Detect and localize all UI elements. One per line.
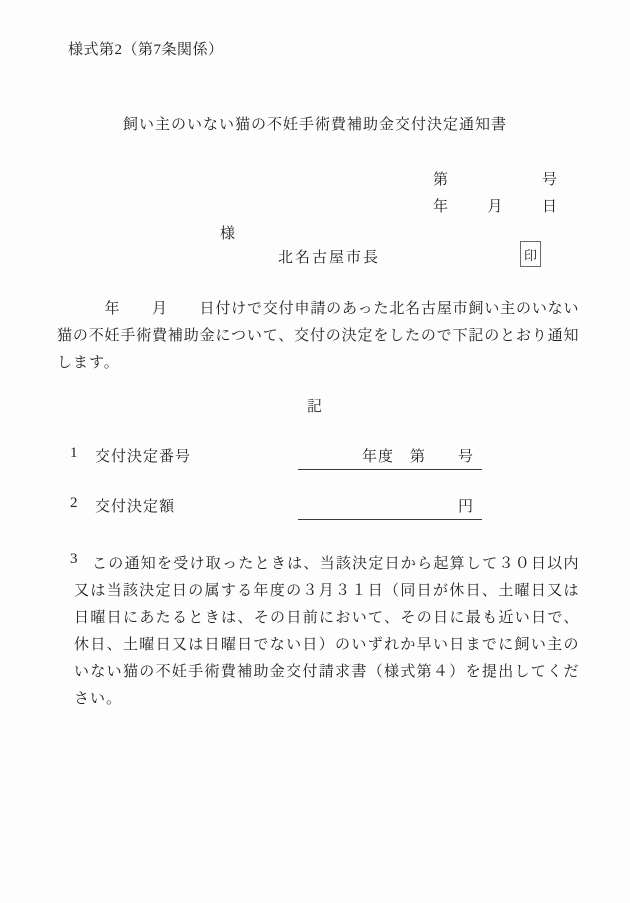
sender-name: 北名古屋市長 (278, 250, 381, 266)
number-suffix-label: 号 (541, 172, 557, 188)
body-line: 猫の不妊手術費補助金について、交付の決定をしたので下記のとおり通知 (57, 328, 579, 344)
item-number: 2 (70, 495, 78, 511)
item-text-line: 日曜日にあたるときは、その日前において、その日に最も近い日で、 (74, 610, 579, 626)
body-paragraph (57, 296, 579, 377)
grant-amount-blank-field: 円 (298, 495, 482, 520)
item-label: 交付決定番号 (95, 449, 192, 465)
item-row-grant-number (0, 445, 630, 473)
item-text-line: 休日、土曜日又は日曜日でない日）のいずれか早い日までに飼い主の (74, 637, 579, 653)
document-number-line (433, 168, 557, 189)
item-row-notice-instructions (74, 551, 579, 713)
number-prefix-label: 第 (433, 172, 449, 188)
grant-number-blank-field: 年度 第 号 (298, 445, 482, 470)
item-number: 3 (70, 551, 78, 567)
body-line: 年 月 日付けで交付申請のあった北名古屋市飼い主のいない (57, 301, 579, 317)
body-line: します。 (57, 355, 120, 371)
item-number: 1 (70, 445, 78, 461)
item-text-line: 又は当該決定日の属する年度の３月３１日（同日が休日、土曜日又は (74, 583, 579, 599)
item-text-line: この通知を受け取ったときは、当該決定日から起算して３０日以内 (92, 556, 579, 572)
date-month-label: 月 (487, 199, 503, 215)
item-text-line: さい。 (74, 691, 123, 707)
item-label: 交付決定額 (95, 499, 176, 515)
date-year-label: 年 (433, 199, 449, 215)
item-row-grant-amount (0, 495, 630, 523)
record-marker: 記 (306, 399, 323, 415)
seal-box (520, 241, 541, 267)
seal-mark: 印 (523, 247, 537, 263)
addressee-honorific: 様 (220, 226, 236, 242)
item-text-line: いない猫の不妊手術費補助金交付請求書（様式第４）を提出してくだ (74, 664, 579, 680)
document-title: 飼い主のいない猫の不妊手術費補助金交付決定通知書 (122, 117, 507, 133)
form-label: 様式第2（第7条関係） (68, 42, 224, 58)
date-day-label: 日 (541, 199, 557, 215)
date-line (433, 195, 557, 216)
